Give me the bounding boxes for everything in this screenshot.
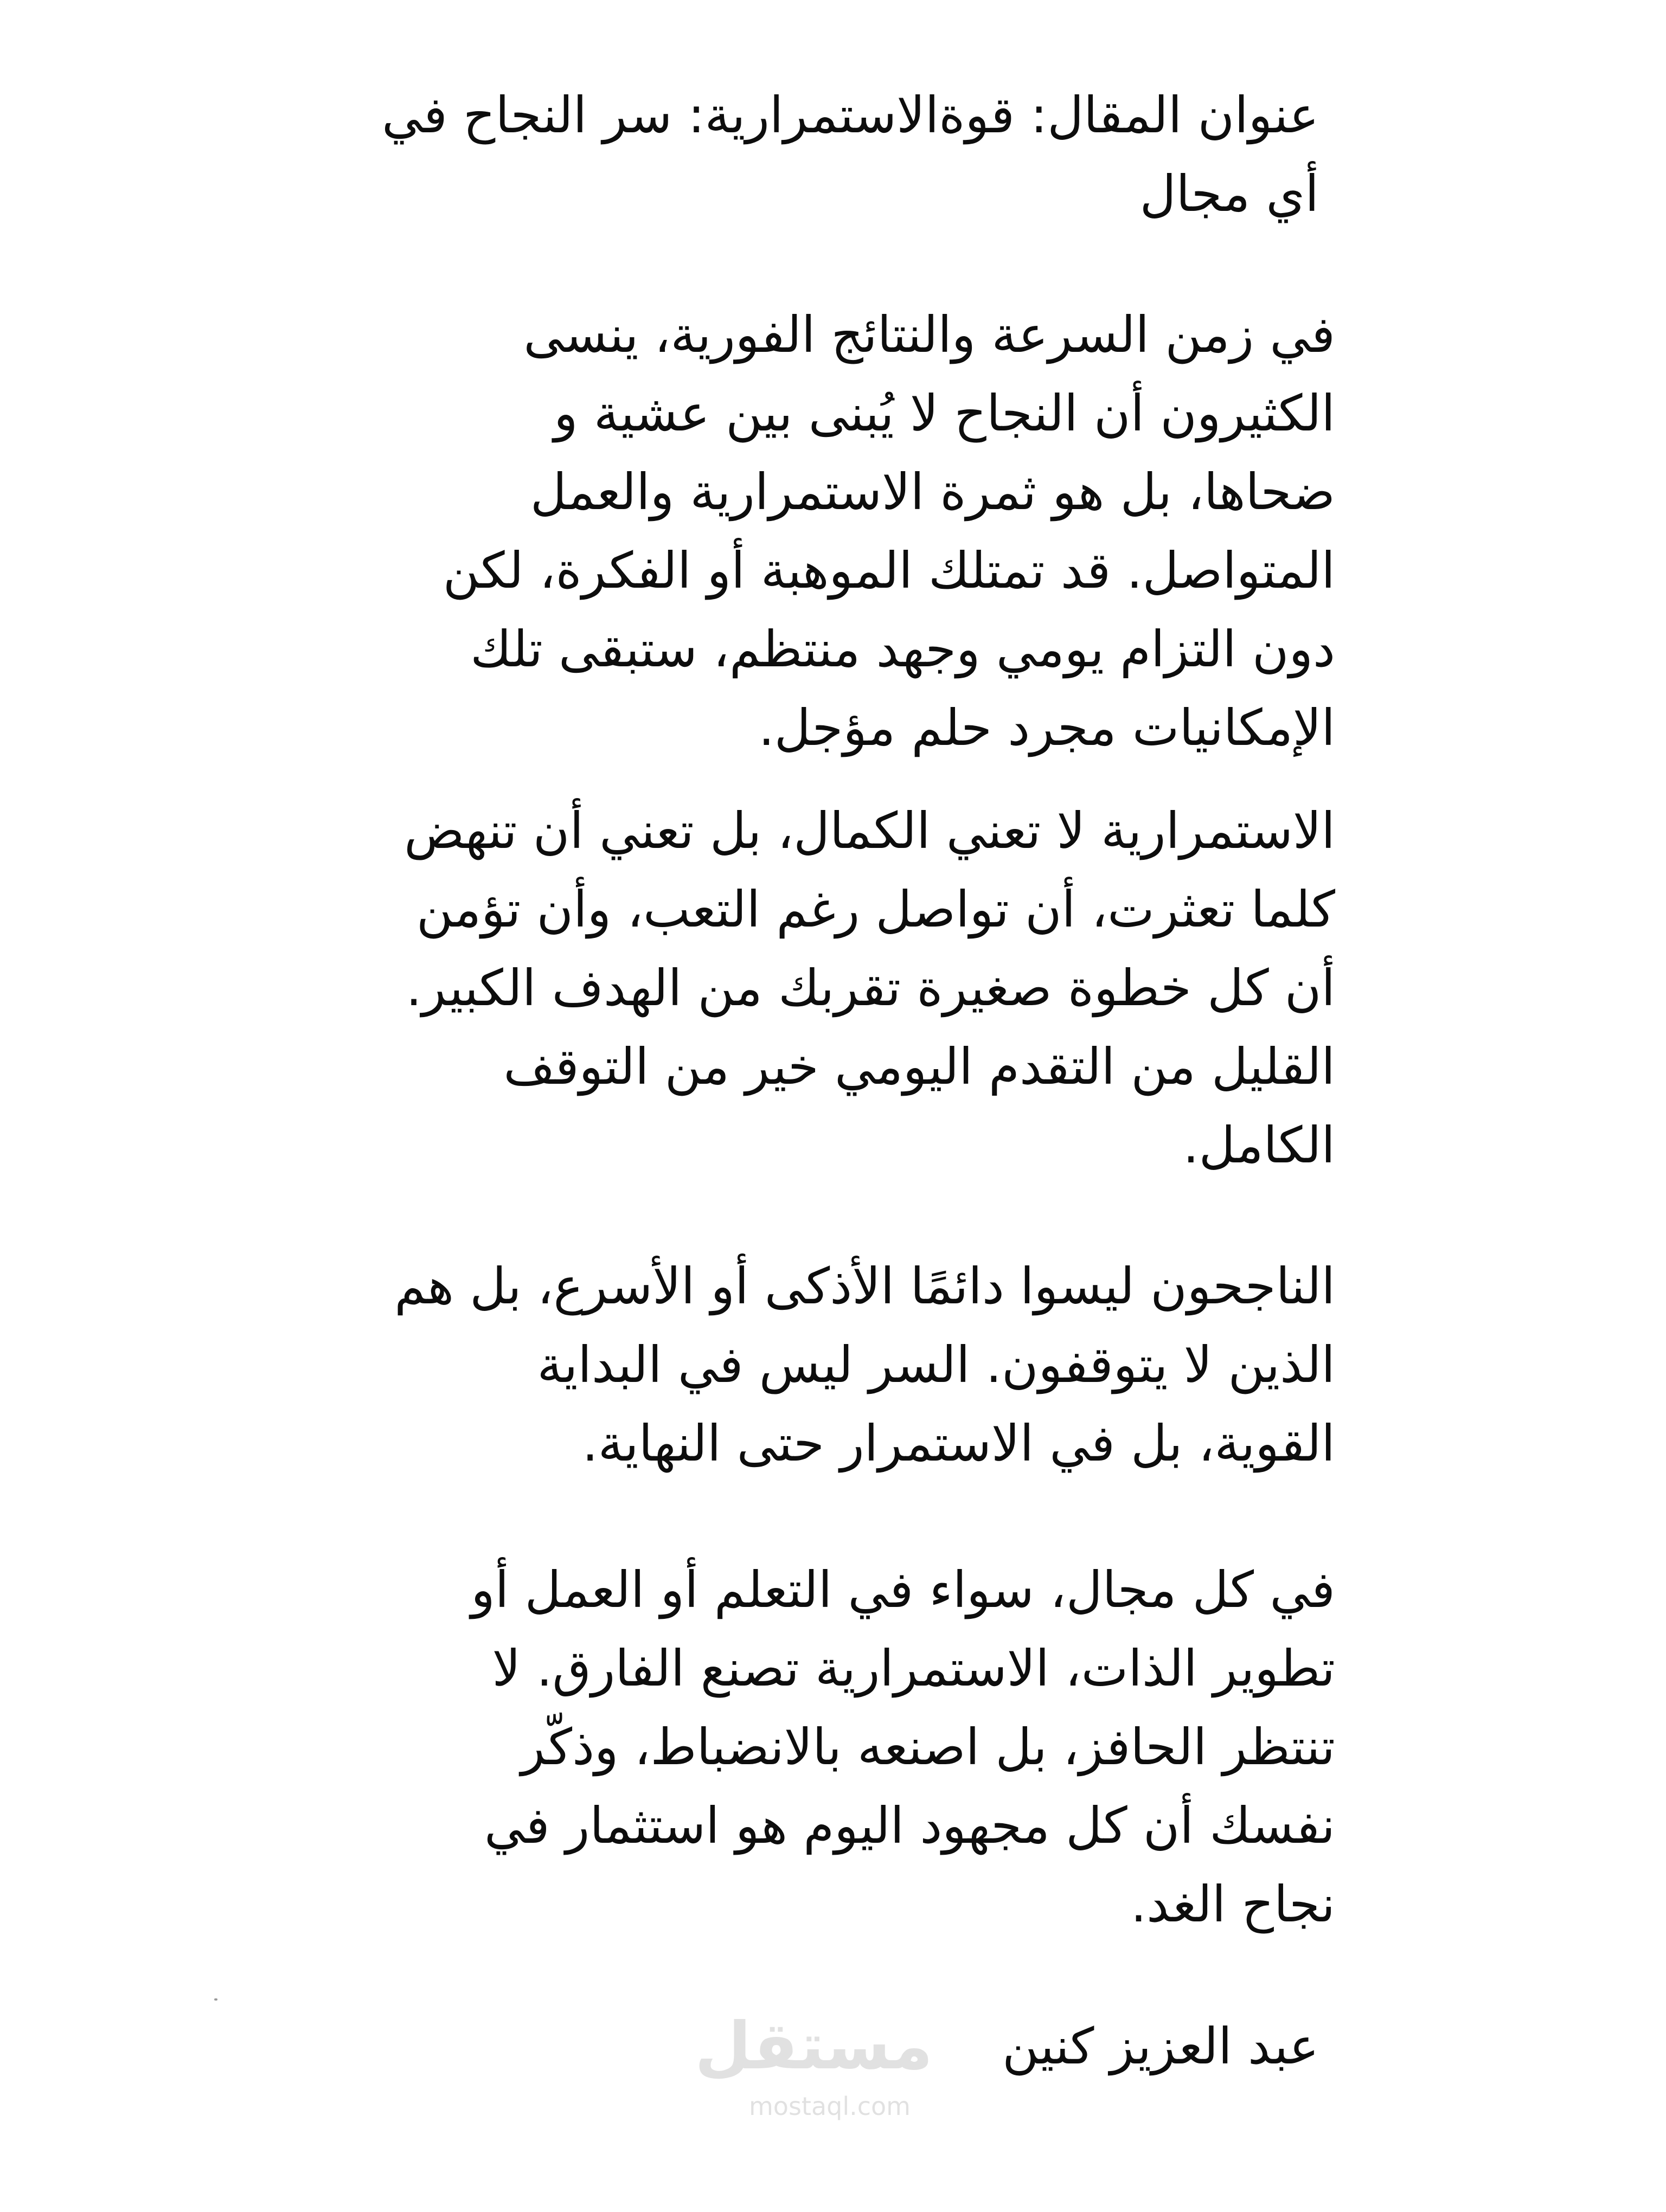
paragraph-line: دون التزام يومي وجهد منتظم، ستبقى تلك (470, 620, 1335, 678)
paragraph-4 (392, 1551, 1335, 1944)
paragraph-line: الكامل. (1183, 1116, 1335, 1174)
mostaql-watermark-logo (695, 2006, 933, 2131)
paragraph-line: المتواصل. قد تمتلك الموهبة أو الفكرة، لكن (443, 542, 1335, 600)
paragraph-line: في كل مجال، سواء في التعلم أو العمل أو (471, 1561, 1335, 1619)
paragraph-line: نفسك أن كل مجهود اليوم هو استثمار في (484, 1797, 1335, 1855)
paragraph-line: القوية، بل في الاستمرار حتى النهاية. (582, 1414, 1335, 1472)
paragraph-1 (392, 295, 1335, 767)
article-title-line: أي مجال (1139, 165, 1319, 223)
paragraph-line: ضحاها، بل هو ثمرة الاستمرارية والعمل (530, 463, 1335, 521)
article-title (289, 76, 1319, 233)
watermark-word: مستقل (695, 2009, 933, 2084)
paragraph-line: أن كل خطوة صغيرة تقربك من الهدف الكبير. (406, 959, 1335, 1017)
paragraph-line: القليل من التقدم اليومي خير من التوقف (503, 1038, 1335, 1096)
paragraph-line: في زمن السرعة والنتائج الفورية، ينسى (523, 306, 1335, 364)
author-signature: عبد العزيز كنين (1002, 2017, 1319, 2075)
paragraph-2 (337, 792, 1335, 1185)
article-title-line: عنوان المقال: قوةالاستمرارية: سر النجاح في (382, 86, 1319, 144)
watermark-url: mostaql.com (749, 2092, 911, 2121)
paragraph-line: الاستمرارية لا تعني الكمال، بل تعني أن تنهض (404, 802, 1335, 860)
paragraph-3 (305, 1247, 1335, 1483)
scan-speck (214, 1998, 217, 2001)
paragraph-line: تنتظر الحافز، بل اصنعه بالانضباط، وذكّر (521, 1718, 1335, 1776)
paragraph-line: كلما تعثرت، أن تواصل رغم التعب، وأن تؤمن (416, 880, 1335, 938)
paragraph-line: الإمكانيات مجرد حلم مؤجل. (758, 699, 1335, 757)
paragraph-line: الناجحون ليسوا دائمًا الأذكى أو الأسرع، بل هم (394, 1257, 1335, 1315)
paragraph-line: الذين لا يتوقفون. السر ليس في البداية (537, 1336, 1335, 1394)
paragraph-line: نجاح الغد. (1130, 1875, 1335, 1933)
paragraph-line: تطوير الذات، الاستمرارية تصنع الفارق. لا (492, 1639, 1335, 1697)
paragraph-line: الكثيرون أن النجاح لا يُبنى بين عشية و (554, 384, 1335, 442)
